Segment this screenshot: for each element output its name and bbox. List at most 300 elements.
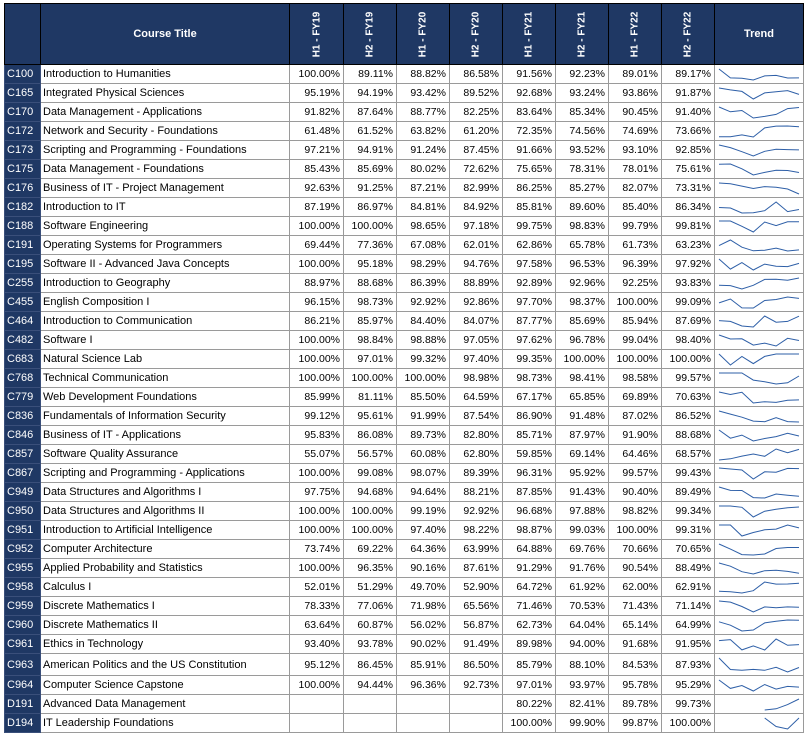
sparkline-line	[719, 145, 799, 156]
pass-rate-cell: 98.29%	[397, 255, 450, 274]
pass-rate-cell: 63.99%	[450, 540, 503, 559]
table-row	[5, 179, 804, 198]
pass-rate-cell: 100.00%	[609, 521, 662, 540]
pass-rate-cell: 96.78%	[556, 331, 609, 350]
sparkline-line	[765, 699, 799, 710]
pass-rate-cell: 96.15%	[290, 293, 344, 312]
pass-rate-cell: 85.34%	[556, 103, 609, 122]
header-row	[5, 4, 804, 65]
pass-rate-cell: 89.52%	[450, 84, 503, 103]
sparkline-line	[719, 126, 799, 137]
pass-rate-cell: 89.98%	[503, 635, 556, 654]
pass-rate-cell: 100.00%	[290, 255, 344, 274]
pass-rate-cell: 69.22%	[344, 540, 397, 559]
pass-rate-cell	[450, 714, 503, 733]
pass-rate-cell: 97.70%	[503, 293, 556, 312]
course-code: C961	[5, 635, 41, 654]
pass-rate-cell: 87.97%	[556, 426, 609, 445]
pass-rate-cell	[450, 695, 503, 714]
table-row	[5, 103, 804, 122]
sparkline-line	[719, 620, 799, 631]
pass-rate-cell: 85.69%	[344, 160, 397, 179]
course-code: C836	[5, 407, 41, 426]
course-title: Computer Science Capstone	[41, 676, 290, 695]
table-row	[5, 388, 804, 407]
table-row	[5, 217, 804, 236]
trend-sparkline	[715, 122, 804, 141]
pass-rate-cell: 56.87%	[450, 616, 503, 635]
pass-rate-cell: 98.84%	[344, 331, 397, 350]
pass-rate-cell: 93.83%	[662, 274, 715, 293]
pass-rate-cell: 62.91%	[662, 578, 715, 597]
sparkline-line	[719, 487, 799, 498]
trend-sparkline	[715, 483, 804, 502]
pass-rate-cell: 70.63%	[662, 388, 715, 407]
pass-rate-cell: 94.76%	[450, 255, 503, 274]
table-row	[5, 714, 804, 733]
pass-rate-cell: 62.80%	[450, 445, 503, 464]
pass-rate-cell: 61.48%	[290, 122, 344, 141]
course-code: C175	[5, 160, 41, 179]
pass-rate-cell: 69.89%	[609, 388, 662, 407]
pass-rate-cell: 93.24%	[556, 84, 609, 103]
pass-rate-cell: 96.53%	[556, 255, 609, 274]
course-title: Business of IT - Project Management	[41, 179, 290, 198]
sparkline-line	[719, 639, 799, 650]
trend-sparkline	[715, 217, 804, 236]
pass-rate-cell: 100.00%	[290, 65, 344, 84]
pass-rate-cell: 85.69%	[556, 312, 609, 331]
pass-rate-cell: 98.22%	[450, 521, 503, 540]
pass-rate-cell: 92.68%	[503, 84, 556, 103]
course-code: C963	[5, 654, 41, 676]
course-title: Computer Architecture	[41, 540, 290, 559]
table-row	[5, 502, 804, 521]
pass-rate-cell: 62.73%	[503, 616, 556, 635]
course-code: C482	[5, 331, 41, 350]
pass-rate-cell	[397, 714, 450, 733]
sparkline-line	[719, 411, 799, 422]
pass-rate-cell: 88.49%	[662, 559, 715, 578]
course-title: Data Structures and Algorithms II	[41, 502, 290, 521]
pass-rate-cell: 99.57%	[609, 464, 662, 483]
pass-rate-cell: 64.04%	[556, 616, 609, 635]
pass-rate-cell: 92.23%	[556, 65, 609, 84]
trend-sparkline	[715, 103, 804, 122]
course-title: Introduction to IT	[41, 198, 290, 217]
course-code: C768	[5, 369, 41, 388]
header-period: H1 - FY22	[609, 4, 662, 65]
pass-rate-cell: 92.25%	[609, 274, 662, 293]
course-title: Software Engineering	[41, 217, 290, 236]
pass-rate-cell: 98.73%	[344, 293, 397, 312]
header-course-title: Course Title	[41, 4, 290, 65]
pass-rate-cell: 69.44%	[290, 236, 344, 255]
pass-rate-cell: 67.17%	[503, 388, 556, 407]
pass-rate-cell: 91.43%	[556, 483, 609, 502]
pass-rate-cell: 61.73%	[609, 236, 662, 255]
course-title: American Politics and the US Constitution	[41, 654, 290, 676]
sparkline-line	[765, 718, 799, 729]
pass-rate-cell: 80.02%	[397, 160, 450, 179]
sparkline-line	[719, 563, 799, 574]
pass-rate-cell: 100.00%	[609, 293, 662, 312]
course-title: Software Quality Assurance	[41, 445, 290, 464]
pass-rate-cell: 85.40%	[609, 198, 662, 217]
pass-rate-cell: 92.63%	[290, 179, 344, 198]
pass-rate-cell: 100.00%	[344, 502, 397, 521]
trend-sparkline	[715, 714, 804, 733]
header-period: H2 - FY22	[662, 4, 715, 65]
course-code: C172	[5, 122, 41, 141]
course-title: Technical Communication	[41, 369, 290, 388]
pass-rate-cell: 77.06%	[344, 597, 397, 616]
pass-rate-cell: 97.05%	[450, 331, 503, 350]
course-title: Network and Security - Foundations	[41, 122, 290, 141]
pass-rate-cell: 96.68%	[503, 502, 556, 521]
pass-rate-cell: 97.18%	[450, 217, 503, 236]
pass-rate-cell: 98.58%	[609, 369, 662, 388]
pass-rate-cell: 91.29%	[503, 559, 556, 578]
pass-rate-cell: 71.14%	[662, 597, 715, 616]
pass-rate-cell: 91.87%	[662, 84, 715, 103]
table-row	[5, 483, 804, 502]
pass-rate-cell: 95.78%	[609, 676, 662, 695]
pass-rate-cell: 81.11%	[344, 388, 397, 407]
pass-rate-cell: 94.64%	[397, 483, 450, 502]
pass-rate-cell	[290, 695, 344, 714]
table-row	[5, 616, 804, 635]
pass-rate-cell: 97.40%	[450, 350, 503, 369]
course-title: Web Development Foundations	[41, 388, 290, 407]
pass-rate-cell: 99.04%	[609, 331, 662, 350]
trend-sparkline	[715, 695, 804, 714]
table-row	[5, 578, 804, 597]
pass-rate-cell: 59.85%	[503, 445, 556, 464]
pass-rate-cell: 94.91%	[344, 141, 397, 160]
pass-rate-cell: 98.98%	[450, 369, 503, 388]
course-code: C951	[5, 521, 41, 540]
pass-rate-cell: 64.59%	[450, 388, 503, 407]
pass-rate-cell: 98.41%	[556, 369, 609, 388]
pass-rate-cell: 86.90%	[503, 407, 556, 426]
pass-rate-cell: 89.11%	[344, 65, 397, 84]
pass-rate-cell: 70.66%	[609, 540, 662, 559]
pass-rate-cell: 82.41%	[556, 695, 609, 714]
pass-rate-cell: 98.07%	[397, 464, 450, 483]
sparkline-line	[719, 183, 799, 194]
pass-rate-cell: 65.14%	[609, 616, 662, 635]
trend-sparkline	[715, 540, 804, 559]
pass-rate-cell: 94.19%	[344, 84, 397, 103]
pass-rate-cell: 88.68%	[662, 426, 715, 445]
pass-rate-cell: 92.96%	[556, 274, 609, 293]
pass-rate-cell	[397, 695, 450, 714]
sparkline-line	[719, 430, 799, 441]
table-row	[5, 65, 804, 84]
pass-rate-cell: 99.12%	[290, 407, 344, 426]
pass-rate-cell: 88.77%	[397, 103, 450, 122]
pass-rate-cell: 71.98%	[397, 597, 450, 616]
pass-rate-cell: 91.99%	[397, 407, 450, 426]
pass-rate-cell: 91.76%	[556, 559, 609, 578]
pass-rate-cell: 92.73%	[450, 676, 503, 695]
pass-rate-cell: 91.66%	[503, 141, 556, 160]
pass-rate-cell: 51.29%	[344, 578, 397, 597]
pass-rate-cell: 89.73%	[397, 426, 450, 445]
pass-rate-cell: 91.49%	[450, 635, 503, 654]
pass-rate-cell: 97.92%	[662, 255, 715, 274]
pass-rate-cell	[344, 695, 397, 714]
pass-rate-cell: 100.00%	[290, 521, 344, 540]
pass-rate-cell: 62.00%	[609, 578, 662, 597]
course-title: Ethics in Technology	[41, 635, 290, 654]
pass-rate-cell: 95.29%	[662, 676, 715, 695]
pass-rate-cell: 100.00%	[662, 714, 715, 733]
pass-rate-cell: 86.34%	[662, 198, 715, 217]
pass-rate-cell: 82.25%	[450, 103, 503, 122]
table-row	[5, 521, 804, 540]
course-title: Fundamentals of Information Security	[41, 407, 290, 426]
pass-rate-cell: 64.72%	[503, 578, 556, 597]
pass-rate-cell: 88.21%	[450, 483, 503, 502]
pass-rate-cell: 99.19%	[397, 502, 450, 521]
header-period: H1 - FY21	[503, 4, 556, 65]
pass-rate-cell: 99.08%	[344, 464, 397, 483]
pass-rate-cell: 91.68%	[609, 635, 662, 654]
pass-rate-cell: 87.19%	[290, 198, 344, 217]
pass-rate-cell: 93.42%	[397, 84, 450, 103]
course-title: Advanced Data Management	[41, 695, 290, 714]
pass-rate-cell: 91.25%	[344, 179, 397, 198]
course-title: Introduction to Artificial Intelligence	[41, 521, 290, 540]
course-code: C683	[5, 350, 41, 369]
pass-rate-cell: 67.08%	[397, 236, 450, 255]
course-code: C195	[5, 255, 41, 274]
trend-sparkline	[715, 502, 804, 521]
pass-rate-cell: 55.07%	[290, 445, 344, 464]
pass-rate-cell: 97.75%	[290, 483, 344, 502]
pass-rate-cell: 87.93%	[662, 654, 715, 676]
pass-rate-cell: 85.50%	[397, 388, 450, 407]
pass-rate-cell: 75.65%	[503, 160, 556, 179]
table-row	[5, 255, 804, 274]
pass-rate-cell: 73.66%	[662, 122, 715, 141]
pass-rate-cell: 92.92%	[397, 293, 450, 312]
pass-rate-cell: 99.81%	[662, 217, 715, 236]
pass-rate-cell: 56.57%	[344, 445, 397, 464]
pass-rate-cell: 86.25%	[503, 179, 556, 198]
pass-rate-cell: 97.01%	[503, 676, 556, 695]
pass-rate-cell: 99.73%	[662, 695, 715, 714]
trend-sparkline	[715, 676, 804, 695]
pass-rate-cell: 96.31%	[503, 464, 556, 483]
sparkline-line	[719, 468, 799, 479]
pass-rate-cell: 100.00%	[290, 331, 344, 350]
pass-rate-cell: 90.54%	[609, 559, 662, 578]
pass-rate-cell: 87.64%	[344, 103, 397, 122]
pass-rate-cell: 97.62%	[503, 331, 556, 350]
pass-rate-cell: 98.82%	[609, 502, 662, 521]
pass-rate-cell: 63.23%	[662, 236, 715, 255]
pass-rate-cell: 100.00%	[397, 369, 450, 388]
pass-rate-cell: 82.07%	[609, 179, 662, 198]
pass-rate-cell: 78.31%	[556, 160, 609, 179]
sparkline-line	[719, 582, 799, 593]
sparkline-line	[719, 449, 799, 460]
trend-sparkline	[715, 597, 804, 616]
pass-rate-cell: 99.90%	[556, 714, 609, 733]
pass-rate-cell: 90.02%	[397, 635, 450, 654]
course-code: C857	[5, 445, 41, 464]
pass-rate-cell: 97.40%	[397, 521, 450, 540]
trend-sparkline	[715, 578, 804, 597]
header-period: H2 - FY19	[344, 4, 397, 65]
pass-rate-cell: 70.65%	[662, 540, 715, 559]
pass-rate-cell: 78.33%	[290, 597, 344, 616]
course-code: C464	[5, 312, 41, 331]
pass-rate-cell: 88.10%	[556, 654, 609, 676]
header-code	[5, 4, 41, 65]
pass-rate-cell: 65.56%	[450, 597, 503, 616]
pass-rate-cell: 87.85%	[503, 483, 556, 502]
pass-rate-cell: 85.43%	[290, 160, 344, 179]
pass-rate-cell: 95.92%	[556, 464, 609, 483]
sparkline-line	[719, 373, 799, 384]
pass-rate-cell: 88.68%	[344, 274, 397, 293]
pass-rate-cell: 85.99%	[290, 388, 344, 407]
table-row	[5, 312, 804, 331]
course-title: Scripting and Programming - Foundations	[41, 141, 290, 160]
pass-rate-cell	[344, 714, 397, 733]
pass-rate-cell: 93.97%	[556, 676, 609, 695]
table-row	[5, 695, 804, 714]
sparkline-line	[719, 278, 799, 289]
course-title: Applied Probability and Statistics	[41, 559, 290, 578]
course-title: IT Leadership Foundations	[41, 714, 290, 733]
trend-sparkline	[715, 616, 804, 635]
pass-rate-cell: 99.87%	[609, 714, 662, 733]
pass-rate-cell: 98.83%	[556, 217, 609, 236]
course-code: C950	[5, 502, 41, 521]
trend-sparkline	[715, 65, 804, 84]
pass-rate-cell: 82.80%	[450, 426, 503, 445]
table-row	[5, 141, 804, 160]
table-row	[5, 597, 804, 616]
pass-rate-cell: 61.92%	[556, 578, 609, 597]
pass-rate-cell: 94.00%	[556, 635, 609, 654]
pass-rate-cell: 100.00%	[344, 217, 397, 236]
pass-rate-cell: 60.87%	[344, 616, 397, 635]
sparkline-line	[719, 297, 799, 308]
course-code: C100	[5, 65, 41, 84]
trend-sparkline	[715, 312, 804, 331]
course-title: English Composition I	[41, 293, 290, 312]
pass-rate-cell: 73.31%	[662, 179, 715, 198]
course-code: C165	[5, 84, 41, 103]
pass-rate-cell: 82.99%	[450, 179, 503, 198]
course-title: Discrete Mathematics I	[41, 597, 290, 616]
table-row	[5, 198, 804, 217]
trend-sparkline	[715, 84, 804, 103]
trend-sparkline	[715, 198, 804, 217]
sparkline-line	[719, 601, 799, 612]
table-row	[5, 369, 804, 388]
table-row	[5, 464, 804, 483]
pass-rate-cell: 84.40%	[397, 312, 450, 331]
sparkline-line	[719, 392, 799, 403]
course-title: Natural Science Lab	[41, 350, 290, 369]
course-title: Business of IT - Applications	[41, 426, 290, 445]
table-row	[5, 160, 804, 179]
pass-rate-cell: 99.79%	[609, 217, 662, 236]
pass-rate-cell: 98.65%	[397, 217, 450, 236]
pass-rate-cell: 94.68%	[344, 483, 397, 502]
pass-rate-cell: 65.85%	[556, 388, 609, 407]
table-row	[5, 540, 804, 559]
pass-rate-cell: 98.40%	[662, 331, 715, 350]
course-title: Software I	[41, 331, 290, 350]
table-row	[5, 274, 804, 293]
pass-rate-cell: 99.03%	[556, 521, 609, 540]
pass-rate-cell	[290, 714, 344, 733]
pass-rate-cell: 87.54%	[450, 407, 503, 426]
table-row	[5, 236, 804, 255]
pass-rate-cell: 65.78%	[556, 236, 609, 255]
table-row	[5, 350, 804, 369]
pass-rate-cell: 91.90%	[609, 426, 662, 445]
pass-rate-cell: 84.53%	[609, 654, 662, 676]
pass-rate-cell: 93.10%	[609, 141, 662, 160]
pass-rate-cell: 87.45%	[450, 141, 503, 160]
pass-rate-cell: 92.92%	[450, 502, 503, 521]
course-code: C952	[5, 540, 41, 559]
pass-rate-cell: 99.31%	[662, 521, 715, 540]
course-pass-rate-table	[4, 3, 804, 733]
pass-rate-cell: 69.14%	[556, 445, 609, 464]
pass-rate-cell: 100.00%	[662, 350, 715, 369]
pass-rate-cell: 99.57%	[662, 369, 715, 388]
pass-rate-cell: 85.81%	[503, 198, 556, 217]
course-title: Integrated Physical Sciences	[41, 84, 290, 103]
table-row	[5, 445, 804, 464]
pass-rate-cell: 91.82%	[290, 103, 344, 122]
pass-rate-cell: 73.74%	[290, 540, 344, 559]
course-title: Introduction to Geography	[41, 274, 290, 293]
pass-rate-cell: 87.61%	[450, 559, 503, 578]
table-body	[5, 65, 804, 733]
trend-sparkline	[715, 274, 804, 293]
pass-rate-cell: 61.20%	[450, 122, 503, 141]
sparkline-line	[719, 164, 799, 175]
trend-sparkline	[715, 141, 804, 160]
pass-rate-cell: 80.22%	[503, 695, 556, 714]
pass-rate-cell: 84.07%	[450, 312, 503, 331]
pass-rate-cell: 97.01%	[344, 350, 397, 369]
header-trend: Trend	[715, 4, 804, 65]
table-row	[5, 426, 804, 445]
pass-rate-cell: 96.36%	[397, 676, 450, 695]
pass-rate-cell: 87.02%	[609, 407, 662, 426]
pass-rate-cell: 85.27%	[556, 179, 609, 198]
pass-rate-cell: 83.64%	[503, 103, 556, 122]
pass-rate-cell: 88.97%	[290, 274, 344, 293]
pass-rate-cell: 100.00%	[503, 714, 556, 733]
sparkline-line	[719, 202, 799, 213]
pass-rate-cell: 84.81%	[397, 198, 450, 217]
pass-rate-cell: 71.43%	[609, 597, 662, 616]
pass-rate-cell: 86.52%	[662, 407, 715, 426]
